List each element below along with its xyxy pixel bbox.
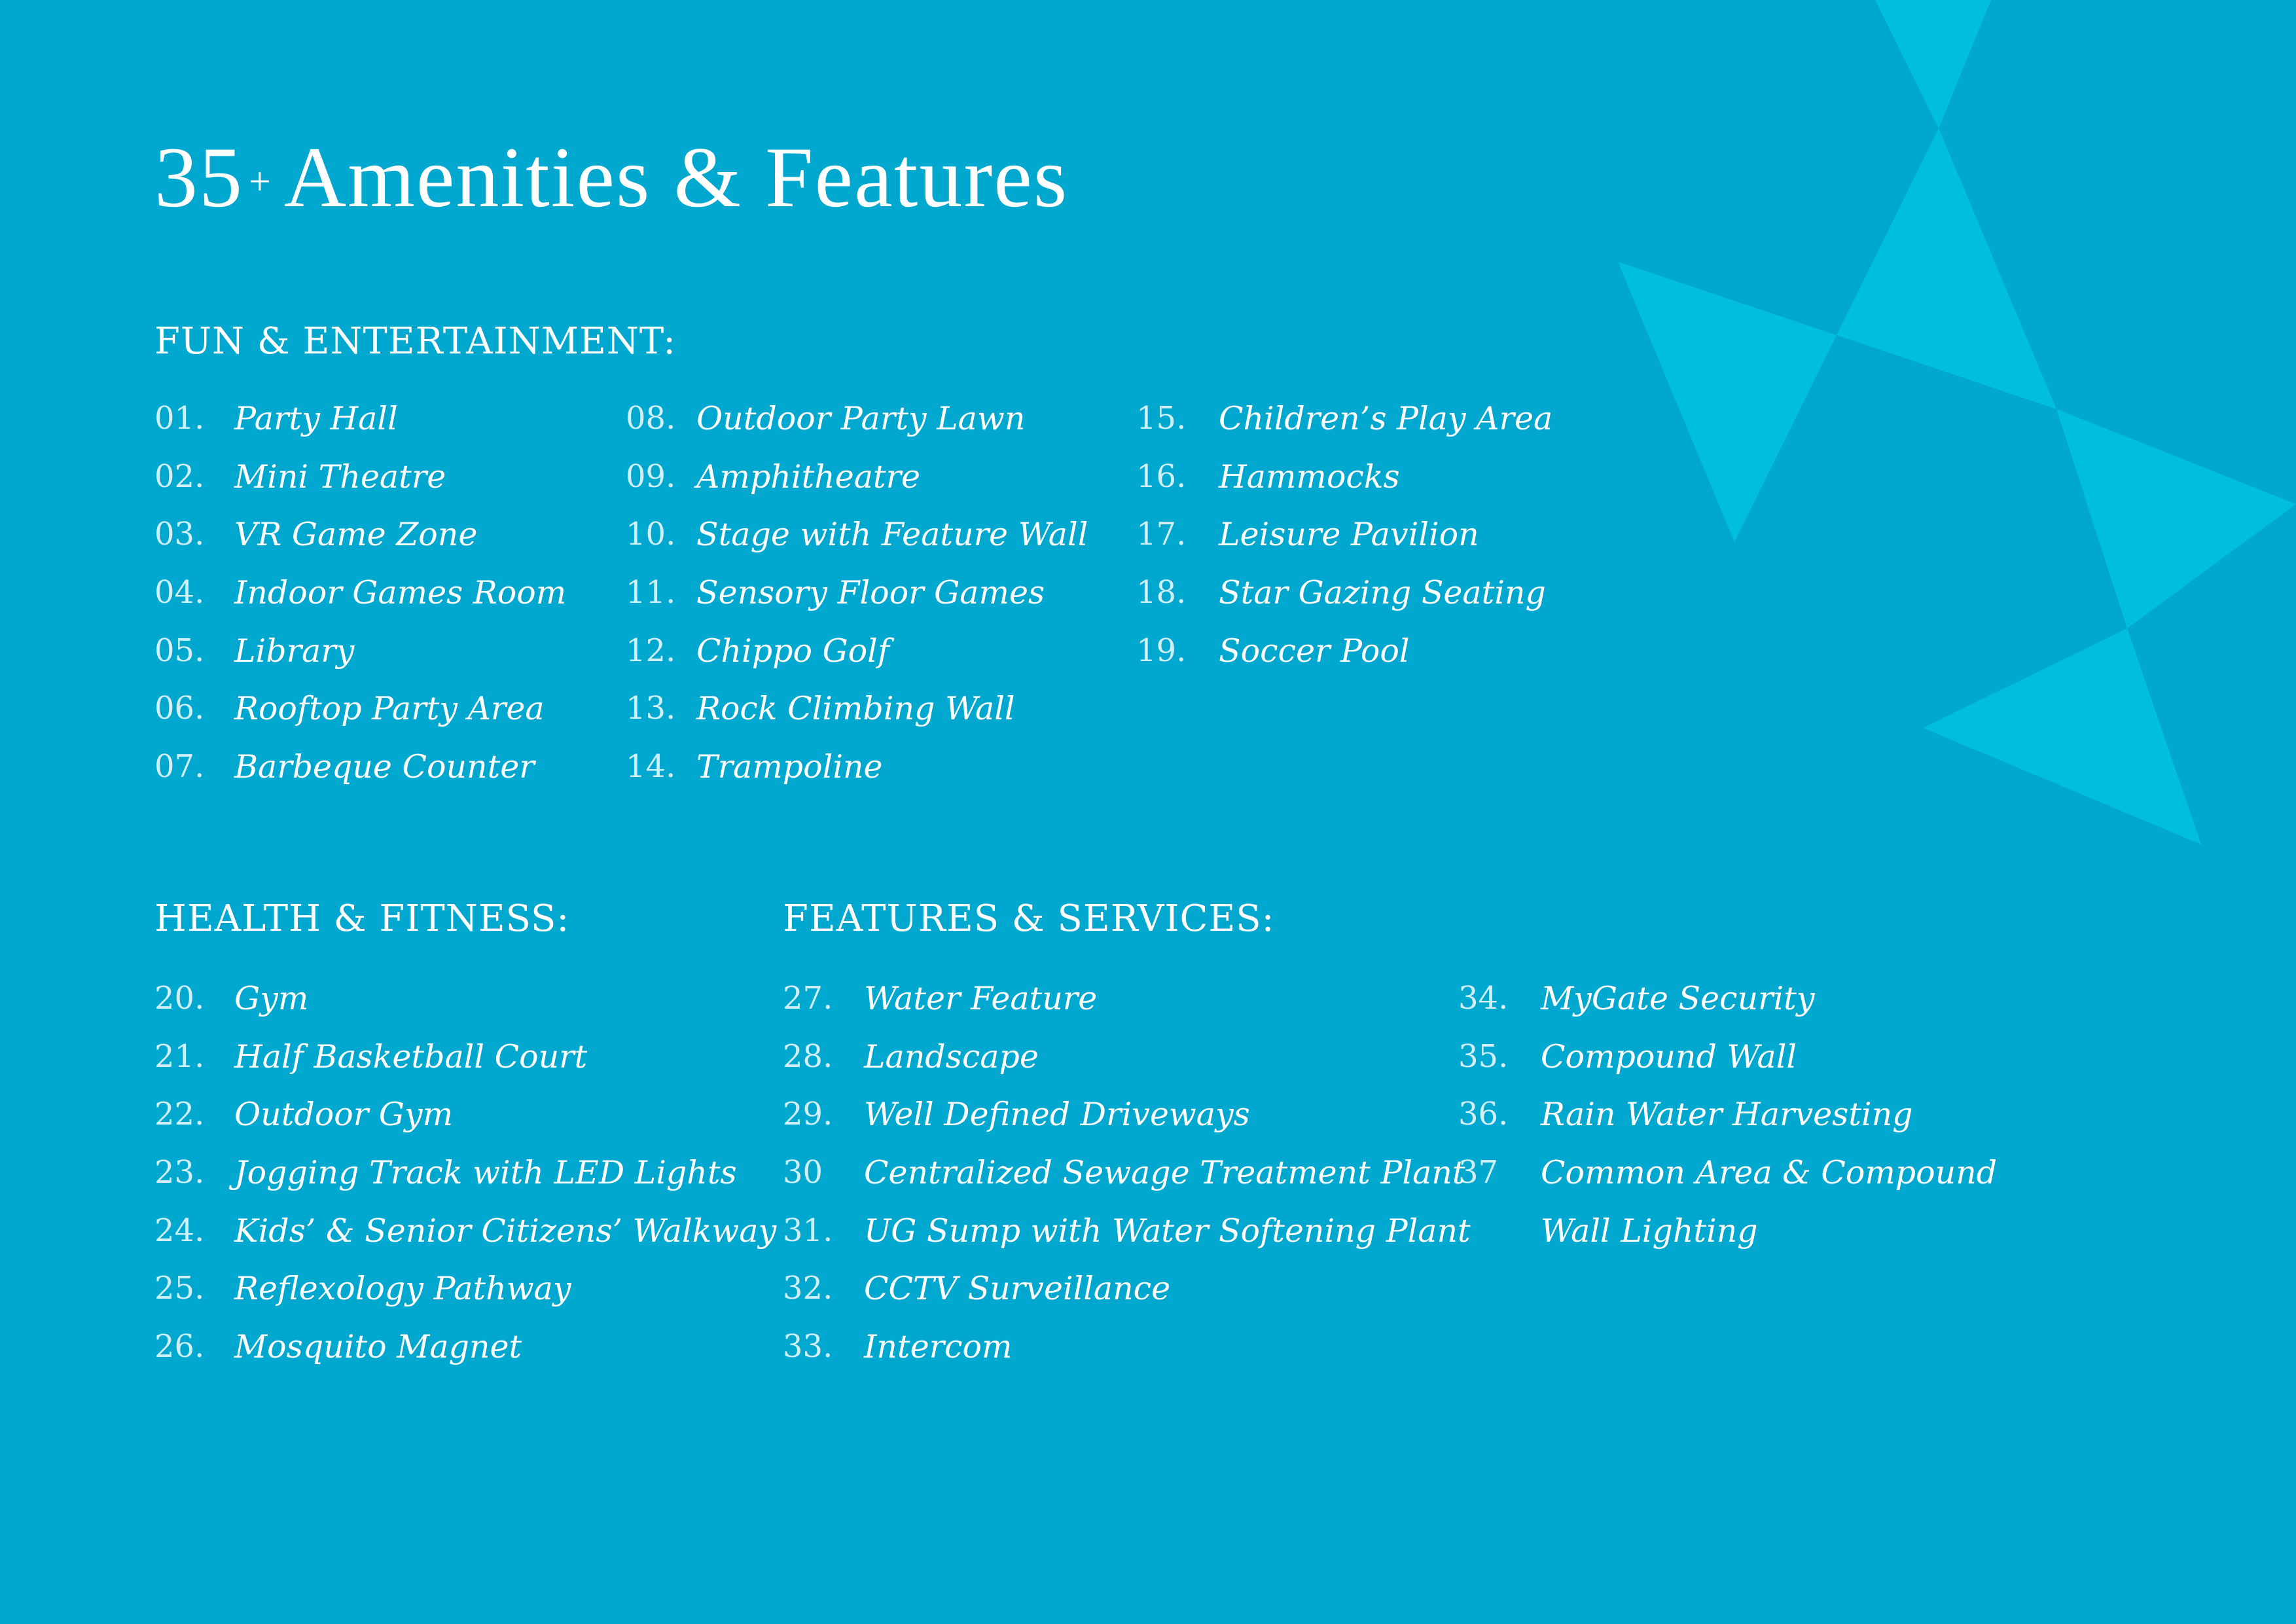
item-number: 27. xyxy=(783,980,833,1017)
item-label: Chippo Golf xyxy=(696,632,889,670)
item-label: Landscape xyxy=(864,1038,1039,1075)
item-number: 04. xyxy=(154,574,205,611)
item-number: 05. xyxy=(154,632,205,669)
item-label: Intercom xyxy=(864,1328,1013,1366)
title-text: Amenities & Features xyxy=(283,129,1069,225)
item-label: Kids’ & Senior Citizens’ Walkway xyxy=(234,1212,777,1250)
item-label: MyGate Security xyxy=(1541,980,1815,1017)
item-number: 31. xyxy=(783,1212,833,1249)
item-label: Mosquito Magnet xyxy=(234,1328,522,1366)
item-number: 15. xyxy=(1136,400,1187,437)
item-label: Jogging Track with LED Lights xyxy=(234,1154,737,1192)
item-label: Common Area & Compound Wall Lighting xyxy=(1541,1154,1998,1250)
item-number: 07. xyxy=(154,748,205,785)
item-number: 06. xyxy=(154,690,205,727)
item-number: 17. xyxy=(1136,516,1187,553)
item-number: 14. xyxy=(626,748,676,785)
triangle-shape xyxy=(2056,409,2296,628)
item-number: 30 xyxy=(783,1154,823,1191)
item-label: Compound Wall xyxy=(1541,1038,1797,1075)
item-number: 20. xyxy=(154,980,205,1017)
title-plus: + xyxy=(249,160,271,203)
item-number: 32. xyxy=(783,1270,833,1307)
item-label: Gym xyxy=(234,980,309,1017)
item-number: 23. xyxy=(154,1154,205,1191)
item-number: 18. xyxy=(1136,574,1187,611)
item-label: Reflexology Pathway xyxy=(234,1270,571,1308)
item-number: 36. xyxy=(1458,1096,1509,1133)
triangle-shape xyxy=(1875,0,1991,128)
item-label: Party Hall xyxy=(234,400,398,437)
item-number: 13. xyxy=(626,690,676,727)
item-label: Barbeque Counter xyxy=(234,748,535,786)
item-number: 26. xyxy=(154,1328,205,1365)
item-label: Half Basketball Court xyxy=(234,1038,588,1075)
item-label: Rain Water Harvesting xyxy=(1541,1096,1913,1134)
item-label: Rock Climbing Wall xyxy=(696,690,1015,728)
item-label: Hammocks xyxy=(1219,458,1400,496)
item-number: 09. xyxy=(626,458,676,495)
item-label: Trampoline xyxy=(696,748,883,786)
triangle-shape xyxy=(1837,128,2056,409)
section-heading-features: FEATURES & SERVICES: xyxy=(783,897,1275,940)
triangle-shape xyxy=(1618,262,1837,542)
item-number: 28. xyxy=(783,1038,833,1075)
item-number: 24. xyxy=(154,1212,205,1249)
item-number: 01. xyxy=(154,400,205,437)
item-number: 19. xyxy=(1136,632,1187,669)
item-number: 10. xyxy=(626,516,676,553)
item-label: Indoor Games Room xyxy=(234,574,567,612)
item-number: 11. xyxy=(626,574,676,611)
item-label: Rooftop Party Area xyxy=(234,690,545,728)
item-number: 25. xyxy=(154,1270,205,1307)
section-heading-fun: FUN & ENTERTAINMENT: xyxy=(154,320,677,363)
item-label: Children’s Play Area xyxy=(1219,400,1553,437)
item-label: VR Game Zone xyxy=(234,516,478,554)
triangle-shape xyxy=(1923,628,2201,844)
item-label: Amphitheatre xyxy=(696,458,921,496)
item-number: 33. xyxy=(783,1328,833,1365)
item-number: 03. xyxy=(154,516,205,553)
item-number: 34. xyxy=(1458,980,1509,1017)
item-number: 29. xyxy=(783,1096,833,1133)
title-number: 35 xyxy=(154,129,243,225)
item-label: Sensory Floor Games xyxy=(696,574,1045,612)
item-number: 21. xyxy=(154,1038,205,1075)
item-number: 08. xyxy=(626,400,676,437)
item-label: Water Feature xyxy=(864,980,1098,1017)
item-label: UG Sump with Water Softening Plant xyxy=(864,1212,1471,1250)
page-title xyxy=(154,129,1069,225)
item-number: 35. xyxy=(1458,1038,1509,1075)
item-label: Library xyxy=(234,632,355,670)
item-number: 02. xyxy=(154,458,205,495)
item-label: Outdoor Gym xyxy=(234,1096,454,1134)
item-label: Leisure Pavilion xyxy=(1219,516,1479,554)
item-label: CCTV Surveillance xyxy=(864,1270,1171,1308)
item-label: Centralized Sewage Treatment Plant xyxy=(864,1154,1465,1192)
item-label: Outdoor Party Lawn xyxy=(696,400,1026,437)
item-label: Stage with Feature Wall xyxy=(696,516,1088,554)
item-label: Well Defined Driveways xyxy=(864,1096,1250,1134)
item-number: 37 xyxy=(1458,1154,1499,1191)
item-number: 12. xyxy=(626,632,676,669)
item-label: Soccer Pool xyxy=(1219,632,1410,670)
item-number: 16. xyxy=(1136,458,1187,495)
section-heading-health: HEALTH & FITNESS: xyxy=(154,897,570,940)
item-number: 22. xyxy=(154,1096,205,1133)
item-label: Mini Theatre xyxy=(234,458,446,496)
item-label: Star Gazing Seating xyxy=(1219,574,1546,612)
